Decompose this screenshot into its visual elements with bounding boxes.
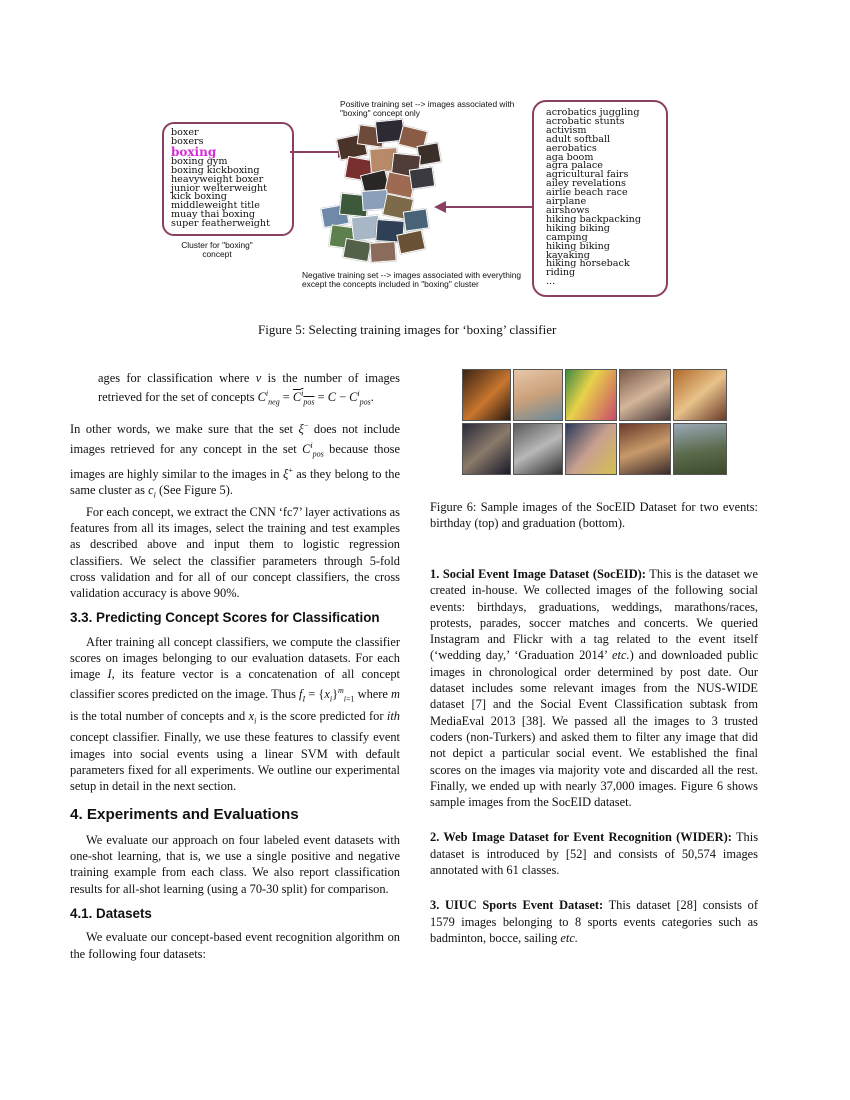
- cluster-term: muay thai boxing: [171, 209, 256, 221]
- cluster-term: junior welterweight: [171, 182, 268, 194]
- paragraph: We evaluate our approach on four labeled event datasets with one-shot learning, that is, we use a single positive and negative training example from each class. We also report classification results for all-shot learning (using a 70-30 split) for comparison.: [70, 832, 400, 896]
- concept-term: activism: [546, 124, 587, 136]
- paragraph: We evaluate our concept-based event recognition algorithm on the following four datasets:: [70, 930, 400, 961]
- cluster-term: boxers: [171, 135, 204, 147]
- cluster-term: heavyweight boxer: [171, 173, 264, 185]
- negative-set-label: Negative training set --> images associated with everything except the concepts included in "boxing" cluster: [302, 270, 522, 289]
- concept-term: airshows: [546, 204, 590, 216]
- left-column: [70, 370, 400, 962]
- figure5-caption: Figure 5: Selecting training images for ‘boxing’ classifier: [258, 322, 557, 337]
- cluster-term-list: [171, 129, 270, 229]
- cluster-term: boxing kickboxing: [171, 164, 260, 176]
- cluster-term: kick boxing: [171, 191, 227, 203]
- paragraph: For each concept, we extract the CNN ‘fc7’ layer activations as features from all its images, select the training and test examples as described above and input them to logistic regression classifiers. We select the classifier parameters through 5-fold cross validation and for all of our concept classifiers, the cross validation accuracy is above 90%.: [70, 504, 400, 601]
- figure6-image-grid: [462, 369, 726, 475]
- dataset-2-title: 2. Web Image Dataset for Event Recognition (WIDER):: [430, 830, 732, 845]
- concept-term: ...: [546, 276, 556, 288]
- concept-term: acrobatics juggling: [546, 107, 640, 118]
- cluster-term-highlighted: boxing: [171, 144, 217, 159]
- cluster-term: middleweight title: [171, 200, 260, 212]
- concept-term: ailey revelations: [546, 178, 626, 190]
- concept-term: hiking biking: [546, 240, 610, 252]
- right-column: [430, 566, 758, 946]
- cluster-term: boxer: [171, 127, 199, 138]
- concept-term: acrobatic stunts: [546, 115, 625, 127]
- dataset-1-title: 1. Social Event Image Dataset (SocEID):: [430, 567, 646, 581]
- dataset-3: 3. UIUC Sports Event Dataset: This dataset [28] consists of 1579 images belonging to 8 sports events categories such as badminton, bocce, sailing etc.: [430, 898, 758, 945]
- dataset-2-text: This dataset is introduced by [52] and consists of 50,574 images annotated with 61 classes.: [430, 830, 759, 878]
- concept-term: riding: [546, 267, 576, 279]
- concept-term: hiking biking: [546, 222, 610, 234]
- concept-term: agricultural fairs: [546, 169, 629, 181]
- negative-arrow: [432, 195, 534, 219]
- other-concept-list: [546, 109, 641, 287]
- concept-term: camping: [546, 231, 588, 243]
- paragraph: In other words, we make sure that the set ξ− does not include images retrieved for any concept in the set $C^i_{pos}$ because those images are highly similar to the images in ξ+ as they belong to the same cluster as $c_i$ (See Figure 5).: [70, 421, 401, 500]
- cluster-term: boxing gym: [171, 155, 228, 167]
- positive-image-collage: [330, 118, 440, 198]
- section-heading: 3.3. Predicting Concept Scores for Classification: [70, 610, 380, 626]
- section-heading: 4. Experiments and Evaluations: [70, 805, 299, 823]
- concept-term: aga boom: [546, 151, 594, 163]
- concept-term: adult softball: [546, 133, 611, 145]
- dataset-3-title: 3. UIUC Sports Event Dataset:: [430, 898, 604, 913]
- concept-term: hiking horseback: [546, 258, 630, 270]
- concept-term: airplane: [546, 196, 587, 208]
- cluster-label: Cluster for "boxing" concept: [181, 240, 253, 259]
- concept-term: kayaking: [546, 249, 590, 261]
- paragraph: After training all concept classifiers, we compute the classifier scores on images belonging to our evaluation datasets. For each image I, its feature vector is a concatenation of all concept classifier scores predicted on the image. Thus $f_I = \{x_i\}^m_{i=1}$ where m is the total number of concepts and $x_i$ is the score predicted for ith concept classifier. Finally, we use these features to classify event images into social events using a linear SVM with default parameters fixed for all experiments. We outline our experimental setup in detail in the next section.: [70, 634, 400, 794]
- paragraph-continuation: ages for classification where v is the number of images retrieved for the set of concepts $C^i_{neg} = C^i_{pos} = C - C^i_{pos}$.: [98, 371, 400, 407]
- section-heading: 4.1. Datasets: [70, 905, 152, 921]
- concept-term: hiking backpacking: [546, 213, 641, 225]
- concept-term: aerobatics: [546, 142, 597, 154]
- figure6-caption: Figure 6: Sample images of the SocEID Dataset for two events: birthday (top) and graduation (bottom).: [430, 500, 758, 531]
- concept-term: airlie beach race: [546, 187, 628, 199]
- cluster-term: super featherweight: [171, 218, 270, 230]
- negative-image-collage: [318, 190, 430, 266]
- positive-set-label: Positive training set --> images associated with "boxing" concept only: [340, 99, 515, 118]
- concept-term: agra palace: [546, 160, 603, 172]
- dataset-1: 1. Social Event Image Dataset (SocEID): This is the dataset we created in-house. We collected images of the following social events: birthdays, graduations, weddings, marathons/races, protests, parades, soccer matches and concerts. We queried Instagram and Flickr with a tag related to the event itself (‘wedding day,’ ‘Graduation 2014’ etc.) and downloaded public images in chronological order determined by post date. Our dataset includes some relevant images from the NUS-WIDE dataset [7] and the Social Event Classification subtask from MediaEval 2013 [38]. We passed all the images to 3 trusted coders (non-Turkers) and asked them to filter any image that did not depict a particular social event. We established the final scores on the images via majority vote and discarded all the rest. Finally, we ended up with nearly 37,000 images. Figure 6 shows sample images from the SocEID dataset.: [430, 567, 759, 810]
- dataset-2: [430, 829, 758, 878]
